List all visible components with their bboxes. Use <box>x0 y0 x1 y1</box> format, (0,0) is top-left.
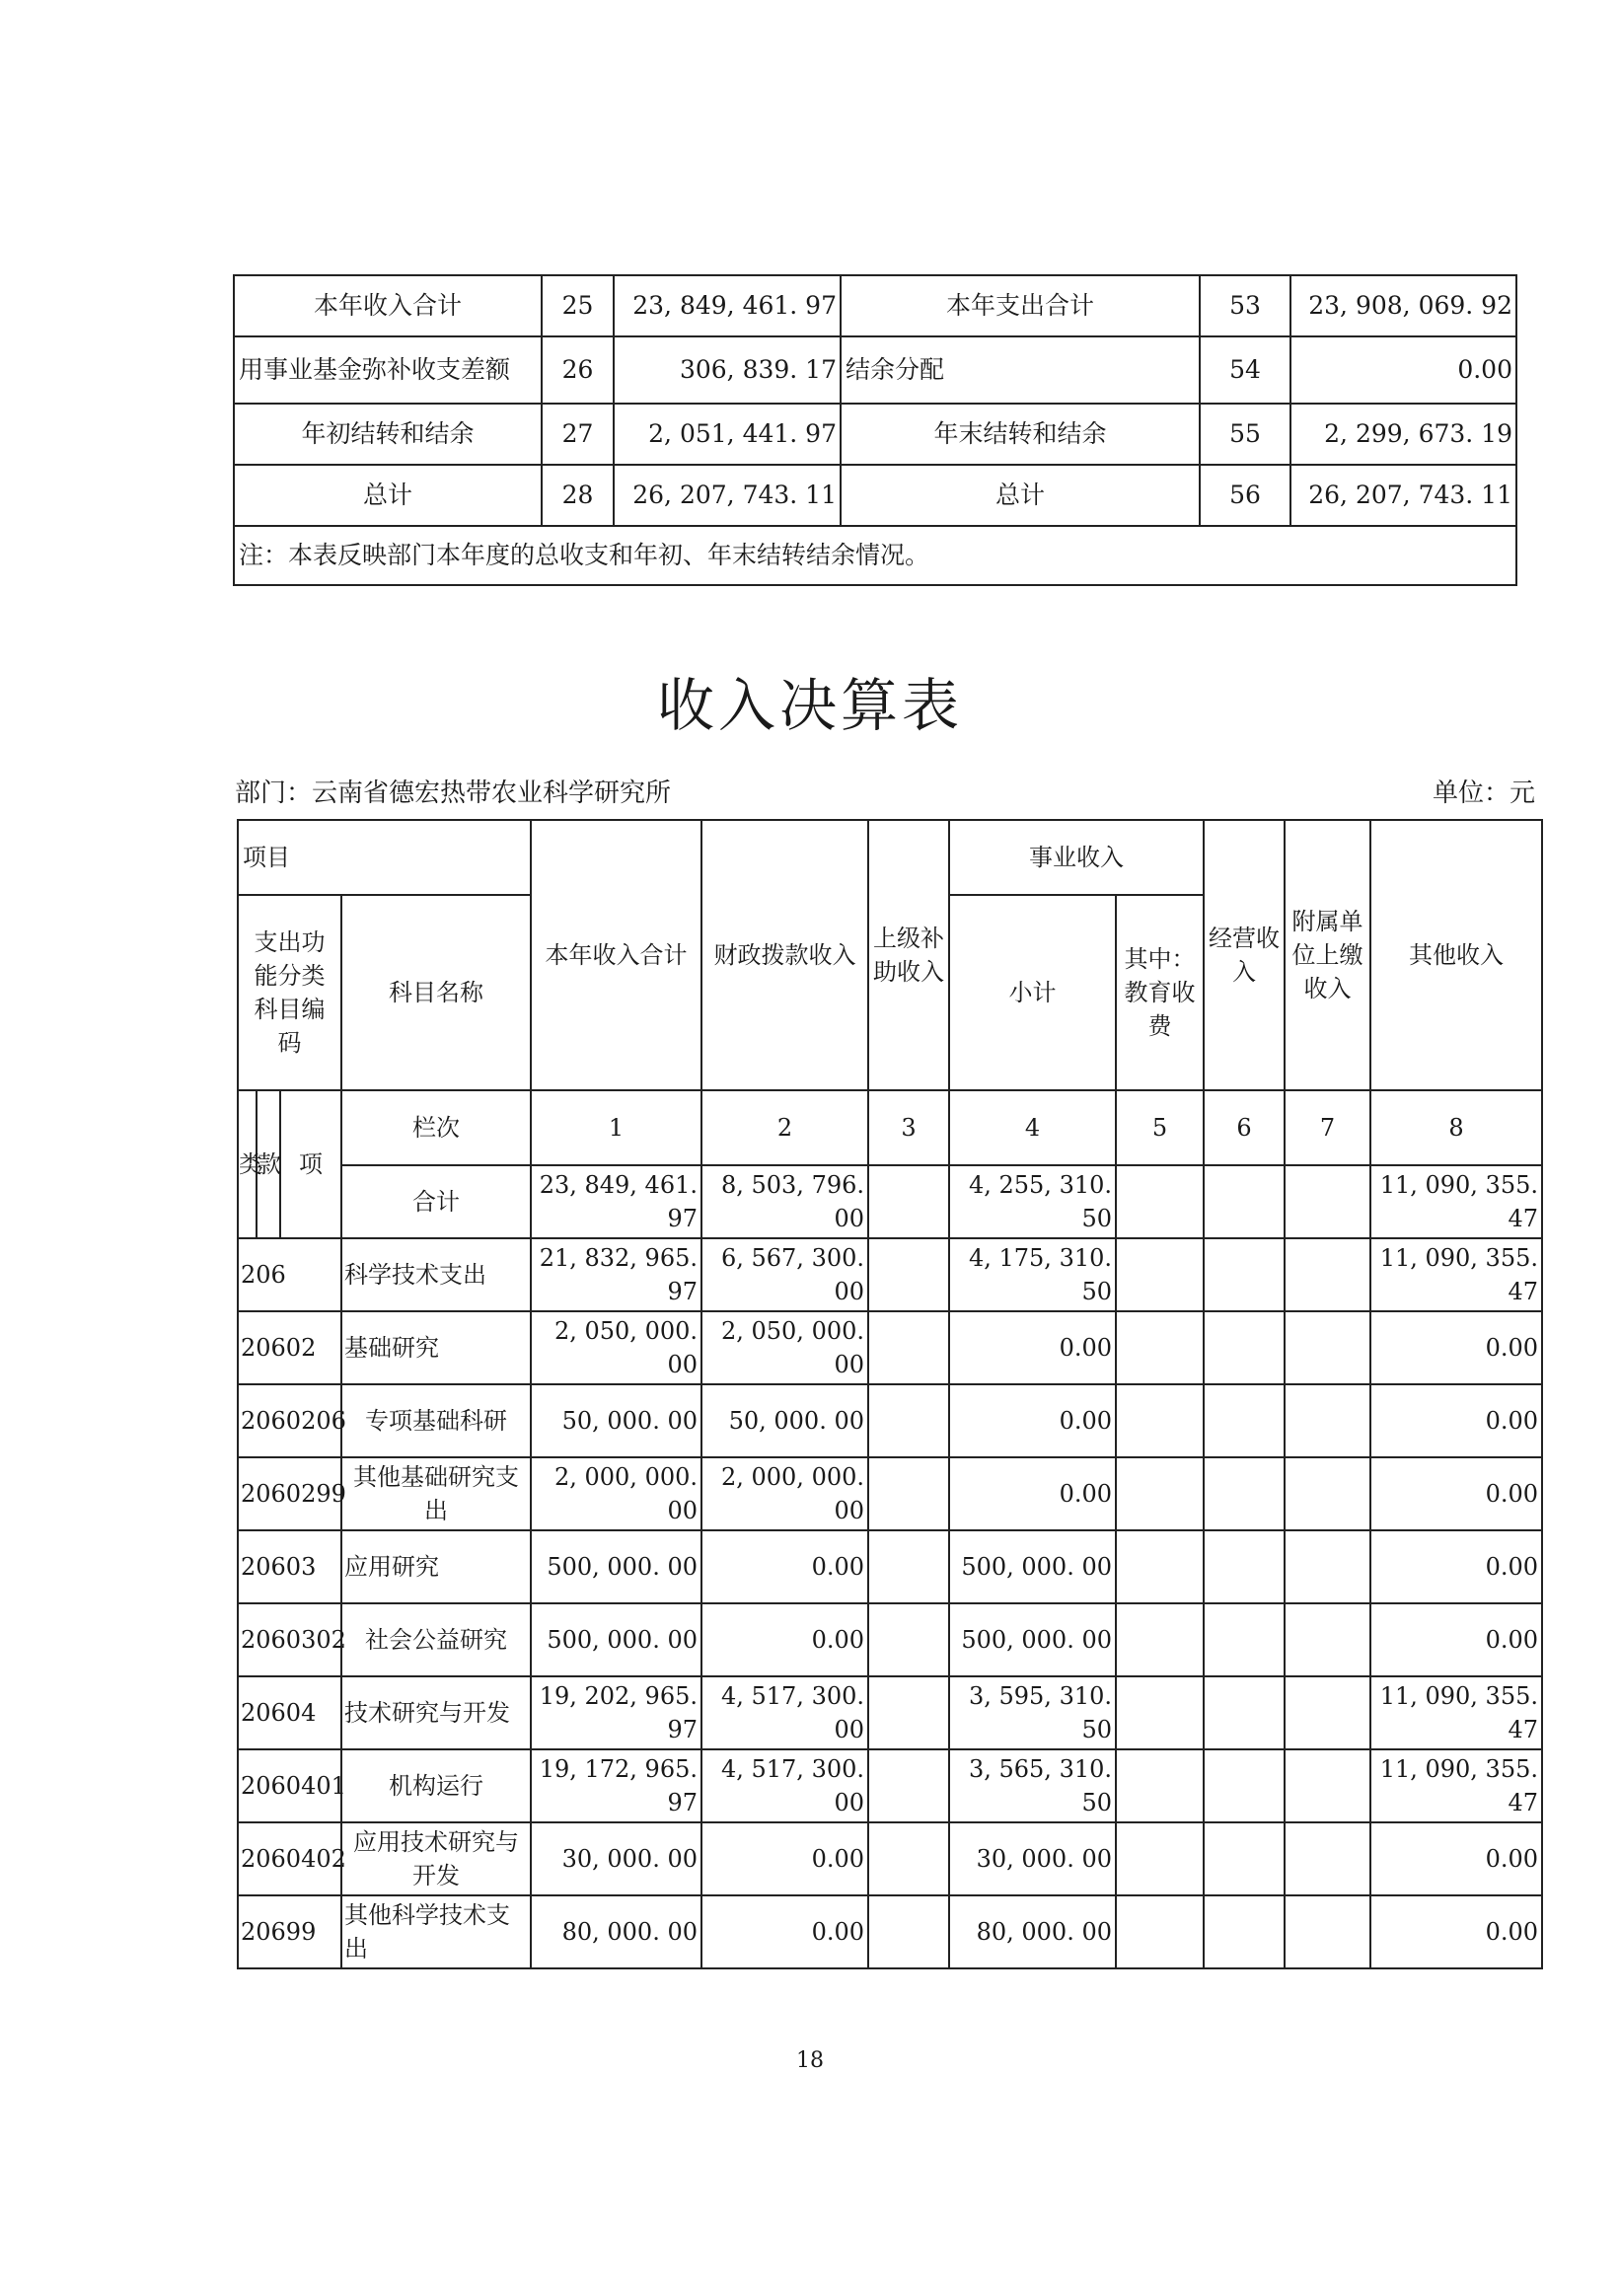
table-row <box>238 1676 1542 1749</box>
row-affiliated <box>1285 1676 1370 1749</box>
row-edu <box>1116 1822 1204 1895</box>
row-edu <box>1116 1603 1204 1676</box>
row-subject-name: 专项基础科研 <box>341 1384 531 1457</box>
table-row <box>238 1749 1542 1822</box>
row-func-code: 2060402 <box>238 1822 341 1895</box>
summary-left-amount: 2, 051, 441. 97 <box>614 404 841 465</box>
row-total: 21, 832, 965. 97 <box>531 1238 701 1311</box>
summary-right-line-no: 54 <box>1200 336 1290 404</box>
row-fiscal: 0.00 <box>701 1895 868 1968</box>
header-operating: 经营收入 <box>1204 820 1285 1090</box>
income-table <box>237 819 1543 1969</box>
row-other: 11, 090, 355. 47 <box>1370 1238 1542 1311</box>
row-func-code: 20602 <box>238 1311 341 1384</box>
col-num-8: 8 <box>1370 1090 1542 1165</box>
row-superior <box>868 1384 949 1457</box>
row-func-code: 206 <box>238 1238 341 1311</box>
row-subtotal: 0.00 <box>949 1457 1116 1530</box>
row-superior <box>868 1676 949 1749</box>
row-func-code: 2060299 <box>238 1457 341 1530</box>
total-row-total: 23, 849, 461. 97 <box>531 1165 701 1238</box>
summary-right-amount: 23, 908, 069. 92 <box>1290 275 1516 336</box>
income-body <box>238 820 1542 1968</box>
row-affiliated <box>1285 1822 1370 1895</box>
table-row <box>238 1822 1542 1895</box>
row-superior <box>868 1822 949 1895</box>
summary-right-label: 本年支出合计 <box>841 275 1200 336</box>
table-row <box>238 1311 1542 1384</box>
header-xiang: 项 <box>280 1090 341 1238</box>
summary-left-amount: 23, 849, 461. 97 <box>614 275 841 336</box>
col-num-7: 7 <box>1285 1090 1370 1165</box>
row-subtotal: 3, 565, 310. 50 <box>949 1749 1116 1822</box>
row-superior <box>868 1749 949 1822</box>
row-affiliated <box>1285 1749 1370 1822</box>
header-fiscal: 财政拨款收入 <box>701 820 868 1090</box>
total-row-affiliated <box>1285 1165 1370 1238</box>
row-fiscal: 2, 050, 000. 00 <box>701 1311 868 1384</box>
header-other: 其他收入 <box>1370 820 1542 1090</box>
row-subtotal: 3, 595, 310. 50 <box>949 1676 1116 1749</box>
total-row-subtotal: 4, 255, 310. 50 <box>949 1165 1116 1238</box>
row-other: 0.00 <box>1370 1384 1542 1457</box>
total-row-operating <box>1204 1165 1285 1238</box>
col-num-4: 4 <box>949 1090 1116 1165</box>
row-fiscal: 0.00 <box>701 1530 868 1603</box>
row-fiscal: 6, 567, 300. 00 <box>701 1238 868 1311</box>
total-row-superior <box>868 1165 949 1238</box>
summary-row <box>234 336 1516 404</box>
row-edu <box>1116 1238 1204 1311</box>
row-affiliated <box>1285 1384 1370 1457</box>
header-subject-name: 科目名称 <box>341 895 531 1090</box>
header-lanci: 栏次 <box>341 1090 531 1165</box>
row-other: 0.00 <box>1370 1457 1542 1530</box>
row-other: 0.00 <box>1370 1311 1542 1384</box>
summary-note: 注：本表反映部门本年度的总收支和年初、年末结转结余情况。 <box>234 526 1516 585</box>
unit-label: 单位：元 <box>1432 778 1535 808</box>
row-fiscal: 0.00 <box>701 1822 868 1895</box>
row-superior <box>868 1457 949 1530</box>
row-operating <box>1204 1530 1285 1603</box>
row-affiliated <box>1285 1895 1370 1968</box>
row-fiscal: 4, 517, 300. 00 <box>701 1676 868 1749</box>
table-row <box>238 1457 1542 1530</box>
summary-right-label: 总计 <box>841 465 1200 526</box>
summary-right-line-no: 56 <box>1200 465 1290 526</box>
summary-row <box>234 465 1516 526</box>
row-superior <box>868 1530 949 1603</box>
summary-left-label: 年初结转和结余 <box>234 404 542 465</box>
col-num-2: 2 <box>701 1090 868 1165</box>
col-num-5: 5 <box>1116 1090 1204 1165</box>
row-total: 30, 000. 00 <box>531 1822 701 1895</box>
summary-left-label: 本年收入合计 <box>234 275 542 336</box>
total-row-name: 合计 <box>341 1165 531 1238</box>
row-subject-name: 基础研究 <box>341 1311 531 1384</box>
summary-right-amount: 2, 299, 673. 19 <box>1290 404 1516 465</box>
row-superior <box>868 1603 949 1676</box>
total-row-edu <box>1116 1165 1204 1238</box>
row-func-code: 20604 <box>238 1676 341 1749</box>
row-operating <box>1204 1238 1285 1311</box>
summary-row <box>234 404 1516 465</box>
row-edu <box>1116 1311 1204 1384</box>
row-func-code: 20699 <box>238 1895 341 1968</box>
row-operating <box>1204 1384 1285 1457</box>
row-operating <box>1204 1895 1285 1968</box>
row-operating <box>1204 1822 1285 1895</box>
row-subject-name: 应用技术研究与开发 <box>341 1822 531 1895</box>
row-total: 500, 000. 00 <box>531 1603 701 1676</box>
row-total: 2, 000, 000. 00 <box>531 1457 701 1530</box>
summary-left-line-no: 28 <box>542 465 614 526</box>
table-row <box>238 1384 1542 1457</box>
table-row <box>238 1238 1542 1311</box>
row-subtotal: 500, 000. 00 <box>949 1530 1116 1603</box>
row-operating <box>1204 1457 1285 1530</box>
department-label: 部门：云南省德宏热带农业科学研究所 <box>235 778 672 808</box>
summary-left-amount: 306, 839. 17 <box>614 336 841 404</box>
row-func-code: 2060401 <box>238 1749 341 1822</box>
summary-left-line-no: 26 <box>542 336 614 404</box>
summary-right-amount: 26, 207, 743. 11 <box>1290 465 1516 526</box>
row-func-code: 2060302 <box>238 1603 341 1676</box>
summary-right-label: 结余分配 <box>841 336 1200 404</box>
row-total: 19, 172, 965. 97 <box>531 1749 701 1822</box>
header-affiliated: 附属单位上缴收入 <box>1285 820 1370 1090</box>
col-num-3: 3 <box>868 1090 949 1165</box>
header-kuan: 款 <box>257 1090 280 1238</box>
row-other: 11, 090, 355. 47 <box>1370 1676 1542 1749</box>
row-operating <box>1204 1311 1285 1384</box>
row-superior <box>868 1311 949 1384</box>
row-total: 500, 000. 00 <box>531 1530 701 1603</box>
table-row <box>238 1603 1542 1676</box>
table-row <box>238 1895 1542 1968</box>
header-lei: 类 <box>238 1090 257 1238</box>
summary-left-label: 总计 <box>234 465 542 526</box>
row-subject-name: 应用研究 <box>341 1530 531 1603</box>
row-affiliated <box>1285 1457 1370 1530</box>
row-total: 50, 000. 00 <box>531 1384 701 1457</box>
page-title: 收入决算表 <box>656 672 963 739</box>
row-other: 0.00 <box>1370 1895 1542 1968</box>
row-subject-name: 科学技术支出 <box>341 1238 531 1311</box>
col-num-1: 1 <box>531 1090 701 1165</box>
summary-right-amount: 0.00 <box>1290 336 1516 404</box>
summary-row <box>234 275 1516 336</box>
summary-right-line-no: 53 <box>1200 275 1290 336</box>
row-total: 2, 050, 000. 00 <box>531 1311 701 1384</box>
row-edu <box>1116 1676 1204 1749</box>
row-affiliated <box>1285 1530 1370 1603</box>
row-edu <box>1116 1895 1204 1968</box>
row-subject-name: 技术研究与开发 <box>341 1676 531 1749</box>
row-affiliated <box>1285 1238 1370 1311</box>
row-subject-name: 社会公益研究 <box>341 1603 531 1676</box>
row-affiliated <box>1285 1311 1370 1384</box>
row-edu <box>1116 1749 1204 1822</box>
row-subject-name: 其他基础研究支出 <box>341 1457 531 1530</box>
row-fiscal: 50, 000. 00 <box>701 1384 868 1457</box>
summary-table <box>233 274 1517 586</box>
summary-left-line-no: 25 <box>542 275 614 336</box>
col-num-6: 6 <box>1204 1090 1285 1165</box>
row-subject-name: 机构运行 <box>341 1749 531 1822</box>
row-superior <box>868 1895 949 1968</box>
row-subtotal: 80, 000. 00 <box>949 1895 1116 1968</box>
row-fiscal: 2, 000, 000. 00 <box>701 1457 868 1530</box>
header-total-income: 本年收入合计 <box>531 820 701 1090</box>
summary-left-line-no: 27 <box>542 404 614 465</box>
row-func-code: 20603 <box>238 1530 341 1603</box>
row-operating <box>1204 1676 1285 1749</box>
header-func-code: 支出功能分类科目编码 <box>238 895 341 1090</box>
header-subtotal: 小计 <box>949 895 1116 1090</box>
row-subtotal: 4, 175, 310. 50 <box>949 1238 1116 1311</box>
summary-body <box>234 275 1516 585</box>
header-career: 事业收入 <box>949 820 1204 895</box>
page-number: 18 <box>796 2048 824 2073</box>
total-row-other: 11, 090, 355. 47 <box>1370 1165 1542 1238</box>
row-fiscal: 4, 517, 300. 00 <box>701 1749 868 1822</box>
row-other: 0.00 <box>1370 1822 1542 1895</box>
row-total: 80, 000. 00 <box>531 1895 701 1968</box>
row-edu <box>1116 1384 1204 1457</box>
row-subtotal: 30, 000. 00 <box>949 1822 1116 1895</box>
row-subtotal: 0.00 <box>949 1311 1116 1384</box>
summary-left-amount: 26, 207, 743. 11 <box>614 465 841 526</box>
row-edu <box>1116 1457 1204 1530</box>
table-row <box>238 1530 1542 1603</box>
row-subtotal: 500, 000. 00 <box>949 1603 1116 1676</box>
header-item: 项目 <box>238 820 531 895</box>
row-edu <box>1116 1530 1204 1603</box>
summary-right-label: 年末结转和结余 <box>841 404 1200 465</box>
header-edu: 其中：教育收费 <box>1116 895 1204 1090</box>
row-affiliated <box>1285 1603 1370 1676</box>
row-operating <box>1204 1603 1285 1676</box>
row-fiscal: 0.00 <box>701 1603 868 1676</box>
total-row-fiscal: 8, 503, 796. 00 <box>701 1165 868 1238</box>
row-other: 11, 090, 355. 47 <box>1370 1749 1542 1822</box>
row-subtotal: 0.00 <box>949 1384 1116 1457</box>
row-other: 0.00 <box>1370 1530 1542 1603</box>
row-subject-name: 其他科学技术支出 <box>341 1895 531 1968</box>
row-superior <box>868 1238 949 1311</box>
row-other: 0.00 <box>1370 1603 1542 1676</box>
row-operating <box>1204 1749 1285 1822</box>
row-total: 19, 202, 965. 97 <box>531 1676 701 1749</box>
summary-right-line-no: 55 <box>1200 404 1290 465</box>
header-superior: 上级补助收入 <box>868 820 949 1090</box>
row-func-code: 2060206 <box>238 1384 341 1457</box>
summary-left-label: 用事业基金弥补收支差额 <box>234 336 542 404</box>
